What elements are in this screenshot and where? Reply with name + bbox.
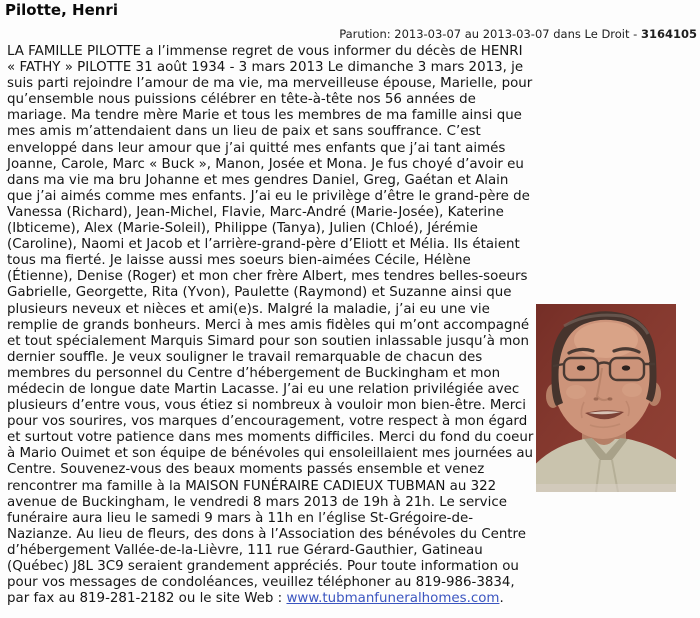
publication-text: Parution: 2013-03-07 au 2013-03-07 dans Le Droit - (339, 27, 641, 41)
deceased-name-title: Pilotte, Henri (5, 1, 118, 19)
portrait-photo-image (536, 304, 676, 492)
portrait-photo (536, 304, 676, 492)
obituary-text (7, 44, 534, 607)
obituary-body-end: . (499, 591, 504, 607)
publication-id: 3164105 (640, 27, 697, 41)
publication-line (339, 27, 697, 41)
website-link[interactable]: www.tubmanfuneralhomes.com (286, 591, 500, 607)
obituary-body: LA FAMILLE PILOTTE a l’immense regret de vous informer du décès de HENRI « FATHY » PILOTTE 31 août 1934 - 3 mars 2013 Le dimanche 3 mars 2013, je suis parti rejoindre l’amour de ma vie, ma merveilleuse épouse, Marielle, pour qu’ensemble nous puissions célébrer en tête-à-tête nos 56 années de mariage. Ma tendre mère Marie et tous les membres de ma famille ainsi que mes amis m’attendaient dans un lieu de paix et sans souffrance. C’est enveloppé dans leur amour que j’ai quitté mes enfants que j’ai tant aimés Joanne, Carole, Marc « Buck », Manon, Josée et Mona. Je fus choyé d’avoir eu dans ma vie ma bru Johanne et mes gendres Daniel, Greg, Gaétan et Alain que j’ai aimés comme mes enfants. J’ai eu le privilège d’être le grand-père de Vanessa (Richard), Jean-Michel, Flavie, Marc-André (Marie-Josée), Katerine (Ibticeme), Alex (Marie-Soleil), Philippe (Tanya), Julien (Chloé), Jérémie (Caroline), Naomi et Jacob et l’arrière-grand-père d’Eliott et Mélia. Ils étaient tous ma fierté. Je laisse aussi mes soeurs bien-aimées Cécile, Hélène (Étienne), Denise (Roger) et mon cher frère Albert, mes tendres belles-soeurs Gabrielle, Georgette, Rita (Yvon), Paulette (Raymond) et Suzanne ainsi que plusieurs neveux et nièces et ami(e)s. Malgré la maladie, j’ai eu une vie remplie de grands bonheurs. Merci à mes amis fidèles qui m’ont accompagné et tout spécialement Marquis Simard pour son soutien inlassable jusqu’à mon dernier souffle. Je veux souligner le travail remarquable de chacun des membres du personnel du Centre d’hébergement de Buckingham et mon médecin de longue date Martin Lacasse. J’ai eu une relation privilégiée avec plusieurs d’entre vous, vous étiez si nombreux à vouloir mon bien-être. Merci pour vos sourires, vos marques d’encouragement, votre respect à mon égard et surtout votre patience dans mes moments difficiles. Merci du fond du coeur à Mario Ouimet et son équipe de bénévoles qui ensoleillaient mes journées au Centre. Souvenez-vous des beaux moments passés ensemble et venez rencontrer ma famille à la MAISON FUNÉRAIRE CADIEUX TUBMAN au 322 avenue de Buckingham, le vendredi 8 mars 2013 de 19h à 21h. Le service funéraire aura lieu le samedi 9 mars à 11h en l’église St-Grégoire-de-Nazianze. Au lieu de fleurs, des dons à l’Association des bénévoles du Centre d’hébergement Vallée-de-la-Lièvre, 111 rue Gérard-Gauthier, Gatineau (Québec) J8L 3C9 seraient grandement appréciés. Pour toute information ou pour vos messages de condoléances, veuillez téléphoner au 819-986-3834, par fax au 819-281-2182 ou le site Web : (7, 44, 534, 607)
